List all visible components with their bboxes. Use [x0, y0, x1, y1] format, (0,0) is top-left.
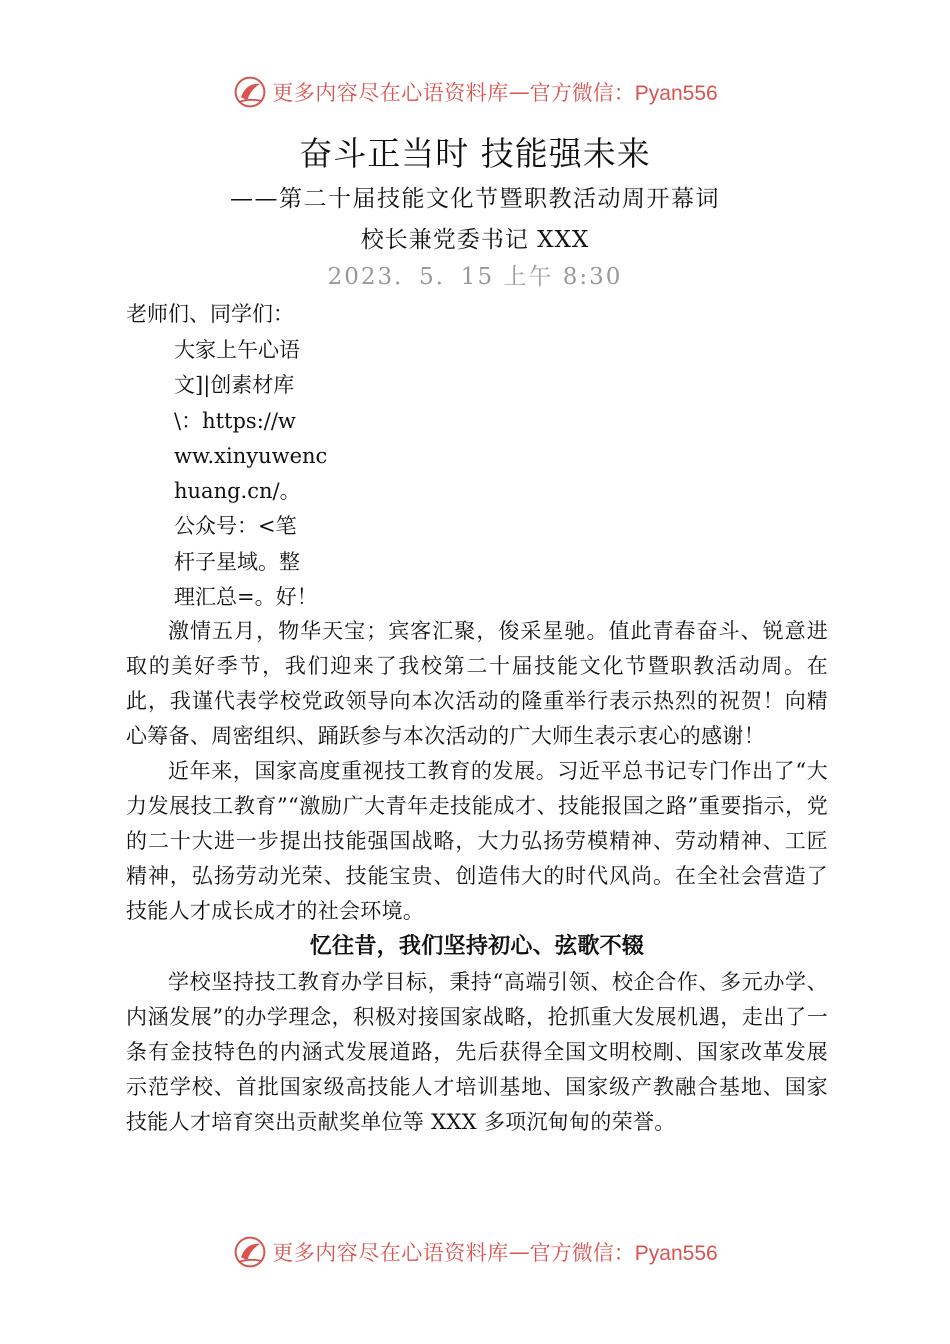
brand-logo-icon	[232, 74, 268, 110]
banner-separator: —	[508, 1240, 530, 1264]
document-date: 2023．5．15 上午 8:30	[327, 264, 623, 290]
narrow-line: ww.xinyuwenc	[174, 443, 328, 468]
narrow-line: \：https://w	[174, 408, 296, 433]
brand-logo-icon	[232, 1234, 268, 1270]
narrow-line: 杆子星域。整	[174, 549, 300, 574]
banner-separator: —	[508, 80, 530, 104]
document-title: 奋斗正当时 技能强未来	[299, 134, 651, 173]
banner-text: 更多内容尽在心语资料库	[272, 81, 509, 105]
narrow-line: 理汇总=。好！	[174, 585, 318, 610]
banner-wechat: 官方微信：Pyan556	[529, 1242, 718, 1265]
document-body	[126, 614, 828, 1140]
body-paragraph: 近年来，国家高度重视技工教育的发展。习近平总书记专门作出了“大力发展技工教育”“激励广大青年走技能成才、技能报国之路”重要指示，党的二十大进一步提出技能强国战略，大力弘扬劳模精神、劳动精神、工匠精神，弘扬劳动光荣、技能宝贵、创造伟大的时代风尚。在全社会营造了技能人才成长成才的社会环境。	[126, 759, 828, 923]
narrow-line: 文]|创素材库	[174, 373, 295, 398]
section-heading: 忆往昔，我们坚持初心、弦歌不辍	[309, 934, 645, 959]
header-watermark-banner	[0, 70, 950, 114]
body-paragraph: 学校坚持技工教育办学目标，秉持“高端引领、校企合作、多元办学、内涵发展”的办学理念，积极对接国家战略，抢抓重大发展机遇，走出了一条有金技特色的内涵式发展道路，先后获得全国文明校㓮、国家改革发展示范学校、首批国家级高技能人才培训基地、国家级产教融合基地、国家技能人才培育突出贡献奖单位等 XXX 多项沉甸甸的荣誉。	[126, 970, 828, 1134]
banner-wechat: 官方微信：Pyan556	[529, 82, 718, 105]
narrow-line: 公众号：<笔	[174, 514, 297, 539]
narrow-line: huang.cn/。	[174, 479, 301, 504]
footer-watermark-banner	[0, 1230, 950, 1274]
document-subtitle: ——第二十届技能文化节暨职教活动周开幕词	[230, 186, 720, 212]
body-paragraph: 激情五月，物华天宝；宾客汇聚，俊采星驰。值此青春奋斗、锐意进取的美好季节，我们迎来了我校第二十届技能文化节暨职教活动周。在此，我谨代表学校党政领导向本次活动的隆重举行表示热烈的祝贺！向精心筹备、周密组织、踊跃参与本次活动的广大师生表示衷心的感谢！	[126, 619, 828, 748]
document-author: 校长兼党委书记 XXX	[360, 227, 590, 253]
greeting: 老师们、同学们：	[126, 302, 294, 326]
banner-text: 更多内容尽在心语资料库	[272, 1241, 509, 1265]
narrow-text-block	[174, 333, 334, 615]
narrow-line: 大家上午心语	[174, 338, 300, 362]
